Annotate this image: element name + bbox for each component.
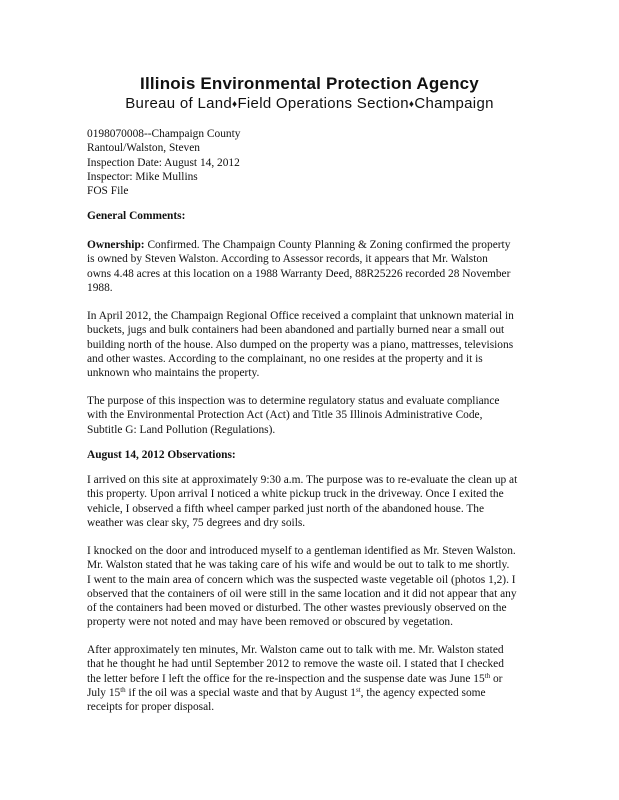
paragraph-line: Subtitle G: Land Pollution (Regulations).	[87, 423, 276, 436]
paragraph-line	[87, 672, 557, 686]
site-id-line: 0198070008--Champaign County	[87, 128, 241, 140]
paragraph-line: property were not noted and may have been removed or obscured by vegetation.	[87, 616, 453, 629]
line-segment: the letter before I left the office for the re-inspection and the suspense date was June 15	[87, 672, 485, 685]
paragraph-line: Mr. Walston stated that he was taking care of his wife and would be out to talk to me shortly.	[87, 559, 510, 572]
paragraph-line: and other wastes. According to the complainant, no one resides at the property and it is	[87, 352, 483, 365]
paragraph-line: building north of the house. Also dumped on the property was a piano, mattresses, televisions	[87, 338, 514, 351]
complaint-paragraph	[87, 309, 557, 380]
paragraph-line: that he thought he had until September 2012 to remove the waste oil. I stated that I checked	[87, 658, 504, 671]
after-paragraph	[87, 643, 557, 714]
paragraph-line: I went to the main area of concern which was the suspected waste vegetable oil (photos 1,2). I	[87, 573, 516, 586]
office-name: Champaign	[414, 95, 494, 112]
paragraph-line: buckets, jugs and bulk containers had been abandoned and partially burned near a small out	[87, 324, 505, 337]
paragraph-line: I arrived on this site at approximately 9:30 a.m. The purpose was to re-evaluate the clean up at	[87, 474, 518, 486]
paragraph-line: Confirmed. The Champaign County Planning & Zoning confirmed the property	[144, 239, 511, 251]
paragraph-line: In April 2012, the Champaign Regional Office received a complaint that unknown material in	[87, 310, 514, 322]
paragraph-line: weather was clear sky, 75 degrees and dry soils.	[87, 516, 306, 529]
line-segment: if the oil was a special waste and that by August 1	[125, 686, 356, 699]
file-type-line: FOS File	[87, 185, 129, 198]
paragraph-line: of the containers had been moved or disturbed. The other wastes previously observed on the	[87, 602, 507, 615]
bureau-name: Bureau of Land	[125, 95, 233, 112]
paragraph-line: observed that the containers of oil were still in the same location and it did not appear that any	[87, 587, 517, 600]
file-meta-block	[87, 127, 557, 198]
paragraph-line	[87, 686, 557, 700]
line-segment: , the agency expected some	[360, 686, 486, 699]
knocked-paragraph	[87, 544, 557, 630]
paragraph-line: receipts for proper disposal.	[87, 701, 215, 714]
paragraph-line: vehicle, I observed a fifth wheel camper parked just north of the abandoned house. The	[87, 502, 485, 515]
ownership-paragraph	[87, 238, 557, 295]
inspection-date-line: Inspection Date: August 14, 2012	[87, 156, 240, 169]
diamond-separator-icon: ♦	[232, 99, 238, 110]
purpose-paragraph	[87, 394, 557, 437]
paragraph-line: After approximately ten minutes, Mr. Walston came out to talk with me. Mr. Walston stated	[87, 644, 504, 656]
section-name: Field Operations Section	[237, 95, 409, 112]
ordinal-suffix: th	[484, 671, 491, 680]
paragraph-line: The purpose of this inspection was to determine regulatory status and evaluate compliance	[87, 395, 500, 407]
agency-subtitle	[0, 95, 619, 112]
site-name-line: Rantoul/Walston, Steven	[87, 142, 200, 155]
ordinal-suffix: st	[355, 685, 361, 694]
ownership-label: Ownership:	[87, 239, 145, 251]
paragraph-line: is owned by Steven Walston. According to Assessor records, it appears that Mr. Walston	[87, 253, 488, 266]
paragraph-line: owns 4.48 acres at this location on a 1988 Warranty Deed, 88R25226 recorded 28 November	[87, 267, 511, 280]
paragraph-line: this property. Upon arrival I noticed a white pickup truck in the driveway. Once I exited the	[87, 488, 504, 501]
line-segment: July 15	[87, 686, 121, 699]
observations-heading: August 14, 2012 Observations:	[87, 449, 236, 461]
diamond-separator-icon: ♦	[408, 99, 415, 110]
line-segment: or	[490, 672, 503, 685]
agency-title: Illinois Environmental Protection Agency	[140, 74, 479, 93]
inspector-line: Inspector: Mike Mullins	[87, 170, 198, 183]
ordinal-suffix: th	[120, 685, 126, 694]
paragraph-line: I knocked on the door and introduced myself to a gentleman identified as Mr. Steven Walston.	[87, 545, 516, 557]
general-comments-heading: General Comments:	[87, 210, 186, 222]
paragraph-line: with the Environmental Protection Act (Act) and Title 35 Illinois Administrative Code,	[87, 409, 483, 422]
paragraph-line: unknown who maintains the property.	[87, 367, 260, 380]
arrival-paragraph	[87, 473, 557, 530]
paragraph-line: 1988.	[87, 281, 113, 294]
